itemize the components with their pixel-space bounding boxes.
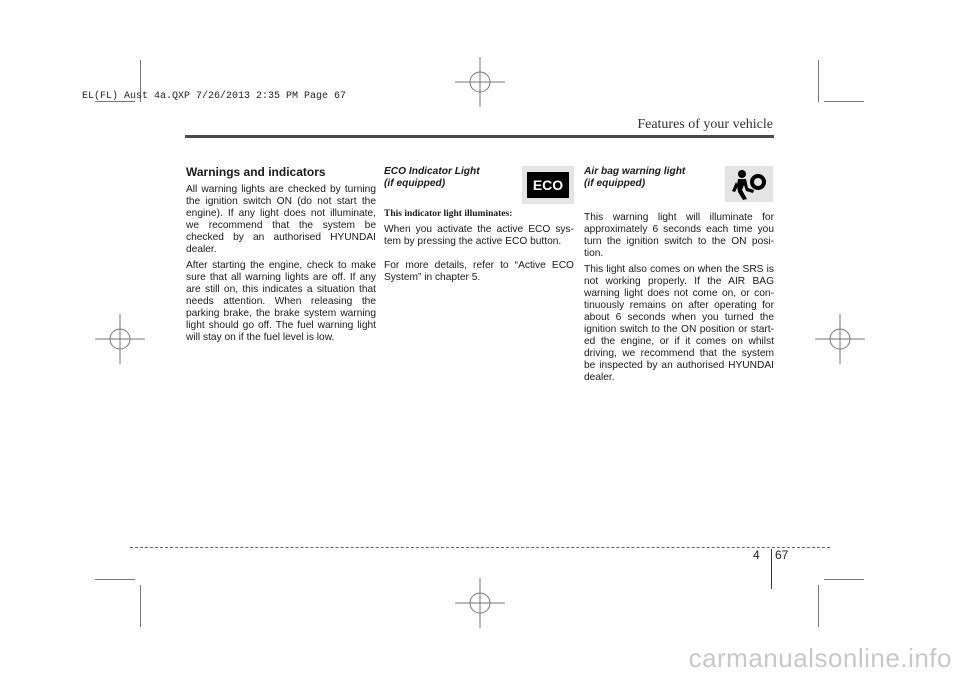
paragraph: All warning lights are checked by turning the ignition switch ON (do not start the engine). If any light does not illuminate, we recommend that the system be checked by an authorised HYUNDAI dealer. bbox=[186, 184, 376, 255]
heading-warnings-indicators: Warnings and indicators bbox=[186, 165, 326, 179]
paragraph: After starting the engine, check to make sure that all warning lights are off. If any are still on, this indicates a situation that needs attention. When releasing the parking brake, the brake system warning light should go off. The fuel warning light will stay on if the fuel level is low. bbox=[186, 260, 376, 343]
eco-indicator-icon-box bbox=[522, 166, 574, 204]
chapter-number: 4 bbox=[753, 548, 760, 562]
heading-airbag-warning bbox=[584, 166, 714, 190]
paragraph: This light also comes on when the SRS is not working properly. If the AIR BAG warning light does not come on, or con-tinuously remains on after operating for about 6 seconds when you turned the ignition switch to the ON position or start-ed the engine, or if it comes on whilst driving, we recommend that the system be inspected by an authorised HYUNDAI dealer. bbox=[584, 264, 774, 383]
eco-icon: ECO bbox=[527, 172, 569, 198]
registration-mark-right bbox=[815, 314, 865, 364]
airbag-icon-box bbox=[725, 166, 773, 202]
print-slug: EL(FL) Aust 4a.QXP 7/26/2013 2:35 PM Page 67 bbox=[82, 91, 347, 102]
section-title: Features of your vehicle bbox=[637, 117, 773, 132]
column-warnings bbox=[186, 166, 376, 348]
crop-mark bbox=[824, 101, 864, 102]
registration-mark-top bbox=[455, 57, 505, 107]
heading-line: (if equipped) bbox=[384, 178, 446, 189]
crop-mark bbox=[95, 579, 135, 580]
header-rule bbox=[185, 135, 774, 138]
heading-line: (if equipped) bbox=[584, 178, 646, 189]
crop-mark bbox=[140, 585, 141, 627]
footer-rule bbox=[130, 547, 830, 548]
page-number-separator bbox=[771, 549, 772, 589]
crop-mark bbox=[818, 60, 819, 102]
paragraph: This warning light will illuminate for approximately 6 seconds each time you turn the ignition switch to the ON posi-tion. bbox=[584, 212, 774, 259]
heading-eco-indicator bbox=[384, 166, 514, 190]
registration-mark-bottom bbox=[455, 578, 505, 628]
heading-line: ECO Indicator Light bbox=[384, 166, 480, 177]
heading-line: Air bag warning light bbox=[584, 166, 686, 177]
page-number: 67 bbox=[775, 548, 789, 562]
airbag-warning-icon bbox=[725, 166, 773, 202]
crop-mark bbox=[818, 585, 819, 627]
crop-mark bbox=[824, 579, 864, 580]
paragraph: When you activate the active ECO sys-tem by pressing the active ECO button. bbox=[384, 224, 574, 247]
paragraph: For more details, refer to “Active ECO System” in chapter 5. bbox=[384, 260, 574, 283]
watermark: carmanualsonline.info bbox=[688, 643, 952, 673]
subheading: This indicator light illuminates: bbox=[384, 209, 513, 219]
registration-mark-left bbox=[95, 314, 145, 364]
